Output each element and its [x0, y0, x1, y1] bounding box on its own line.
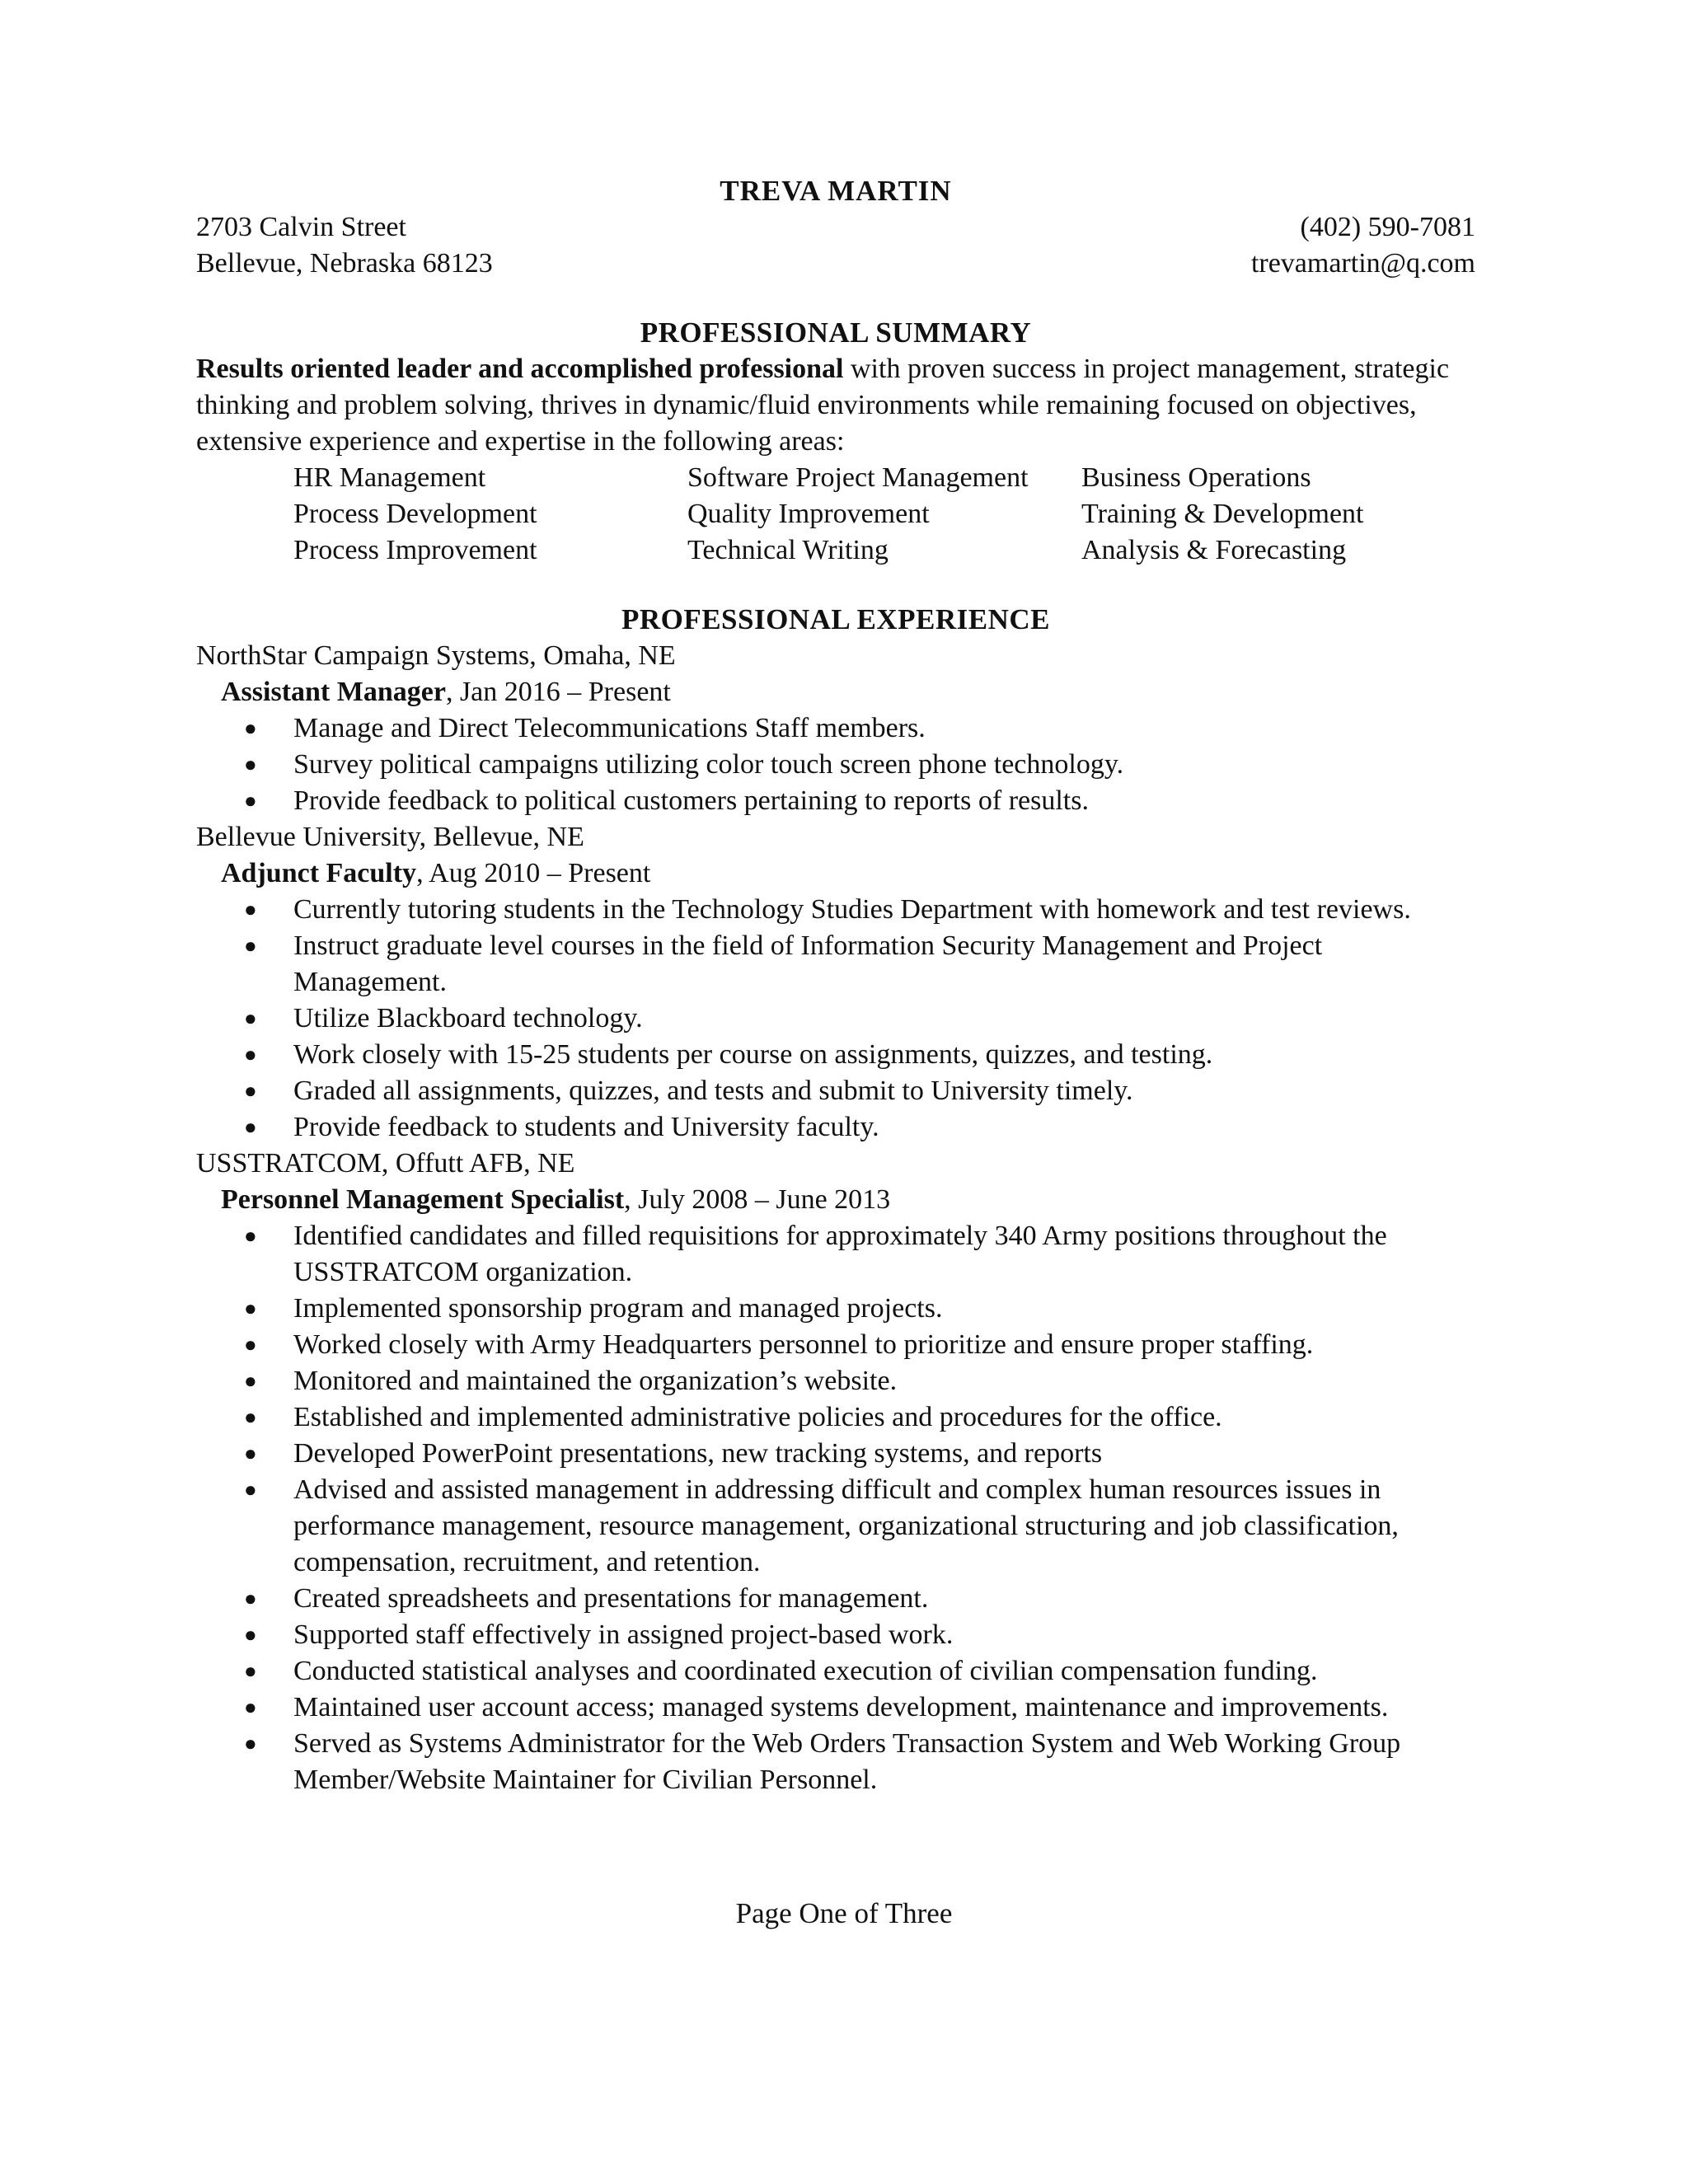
skill-item: Business Operations: [1081, 462, 1311, 493]
contact-row-2: [196, 246, 1475, 282]
bullet-icon: ●: [244, 1478, 257, 1502]
bullet-icon: ●: [244, 789, 257, 813]
phone-number: (402) 590-7081: [1300, 212, 1475, 242]
duty-item: [196, 1653, 1475, 1690]
experience-heading: PROFESSIONAL EXPERIENCE: [621, 603, 1051, 635]
bullet-icon: ●: [244, 716, 257, 740]
summary-text: with proven success in project management, strategic thinking and problem solving, thrives in dynamic/fluid environments while remaining focused on objectives, extensive experience and expertise in the following areas:: [196, 354, 1450, 457]
page-footer: Page One of Three: [735, 1897, 953, 1929]
bullet-icon: ●: [244, 1006, 257, 1030]
duty-text: Developed PowerPoint presentations, new tracking systems, and reports: [293, 1438, 1103, 1469]
skill-item: Technical Writing: [687, 535, 889, 565]
duty-text: Monitored and maintained the organization’s website.: [293, 1366, 898, 1396]
bullet-icon: ●: [244, 898, 257, 921]
duty-text: Work closely with 15-25 students per course on assignments, quizzes, and testing.: [293, 1039, 1213, 1070]
summary-section: [196, 351, 1475, 460]
duty-text: Survey political campaigns utilizing color touch screen phone technology.: [293, 749, 1124, 780]
job-entry: [196, 819, 1475, 1146]
spacer: [196, 282, 1475, 315]
contact-row-1: [196, 209, 1475, 246]
duty-item: [196, 1472, 1475, 1581]
duty-text: Currently tutoring students in the Technology Studies Department with homework and test reviews.: [293, 894, 1411, 925]
bullet-icon: ●: [244, 1659, 257, 1683]
bullet-icon: ●: [244, 1586, 257, 1610]
duty-item: [196, 1109, 1475, 1146]
summary-paragraph: [196, 351, 1475, 460]
duty-item: [196, 1073, 1475, 1109]
job-role: [221, 1182, 1475, 1218]
bullet-icon: ●: [244, 1441, 257, 1465]
duty-text: Utilize Blackboard technology.: [293, 1003, 643, 1033]
duty-item: [196, 1436, 1475, 1472]
bullet-icon: ●: [244, 1043, 257, 1066]
job-title: Personnel Management Specialist: [221, 1184, 625, 1215]
resume-body: [196, 173, 1475, 1798]
company-name: USSTRATCOM, Offutt AFB, NE: [196, 1148, 575, 1179]
job-dates: , Jan 2016 – Present: [445, 677, 671, 707]
duty-item: [196, 1218, 1475, 1291]
duty-item: [196, 1690, 1475, 1726]
duty-text: Supported staff effectively in assigned project-based work.: [293, 1619, 954, 1650]
skill-item: Training & Development: [1081, 499, 1364, 529]
job-duties: [196, 710, 1475, 819]
duty-text: Provide feedback to students and University faculty.: [293, 1112, 879, 1142]
duty-item: [196, 783, 1475, 819]
bullet-icon: ●: [244, 1115, 257, 1139]
bullet-icon: ●: [244, 1333, 257, 1357]
address-line-1: 2703 Calvin Street: [196, 212, 406, 242]
skill-item: Quality Improvement: [687, 499, 930, 529]
duty-item: [196, 1617, 1475, 1653]
bullet-icon: ●: [244, 1695, 257, 1719]
duty-text: Instruct graduate level courses in the field of Information Security Management and Project Management.: [293, 930, 1323, 997]
bullet-icon: ●: [244, 1224, 257, 1248]
skill-item: Analysis & Forecasting: [1081, 535, 1347, 565]
duty-text: Implemented sponsorship program and managed projects.: [293, 1293, 943, 1324]
duty-text: Served as Systems Administrator for the Web Orders Transaction System and Web Working Group Member/Website Maintainer for Civilian Personnel.: [293, 1728, 1401, 1795]
duty-item: [196, 1399, 1475, 1436]
duty-item: [196, 892, 1475, 928]
duty-text: Conducted statistical analyses and coordinated execution of civilian compensation funding.: [293, 1656, 1318, 1686]
address-line-2: Bellevue, Nebraska 68123: [196, 248, 493, 279]
company-name: NorthStar Campaign Systems, Omaha, NE: [196, 640, 676, 671]
duty-item: [196, 1037, 1475, 1073]
job-role: [221, 674, 1475, 710]
skill-item: Process Development: [293, 499, 537, 529]
duty-item: [196, 1291, 1475, 1327]
job-dates: , July 2008 – June 2013: [624, 1184, 891, 1215]
bullet-icon: ●: [244, 1732, 257, 1755]
duty-text: Created spreadsheets and presentations for management.: [293, 1583, 929, 1614]
job-entry: [196, 638, 1475, 819]
bullet-icon: ●: [244, 1623, 257, 1647]
job-title: Assistant Manager: [221, 677, 446, 707]
company-name: Bellevue University, Bellevue, NE: [196, 822, 584, 852]
skills-grid: [293, 460, 1475, 569]
skill-item: Process Improvement: [293, 535, 537, 565]
bullet-icon: ●: [244, 752, 257, 776]
job-dates: , Aug 2010 – Present: [416, 858, 651, 888]
duty-item: [196, 1001, 1475, 1037]
duty-text: Identified candidates and filled requisitions for approximately 340 Army positions throughout the USSTRATCOM organization.: [293, 1221, 1387, 1287]
job-role: [221, 855, 1475, 892]
email-address: trevamartin@q.com: [1250, 248, 1475, 279]
summary-lead: Results oriented leader and accomplished professional: [196, 354, 844, 384]
summary-heading: PROFESSIONAL SUMMARY: [640, 316, 1032, 349]
job-duties: [196, 1218, 1475, 1798]
duty-item: [196, 747, 1475, 783]
bullet-icon: ●: [244, 1369, 257, 1393]
duty-item: [196, 1363, 1475, 1399]
duty-item: [196, 1726, 1475, 1798]
skill-item: Software Project Management: [687, 462, 1029, 493]
job-duties: [196, 892, 1475, 1146]
duty-item: [196, 710, 1475, 747]
applicant-name: TREVA MARTIN: [720, 175, 952, 207]
skill-item: HR Management: [293, 462, 486, 493]
bullet-icon: ●: [244, 934, 257, 958]
job-title: Adjunct Faculty: [221, 858, 417, 888]
duty-text: Established and implemented administrative policies and procedures for the office.: [293, 1402, 1222, 1432]
spacer: [196, 569, 1475, 602]
duty-item: [196, 928, 1475, 1001]
duty-text: Advised and assisted management in addressing difficult and complex human resources issues in performance management, resource management, organizational structuring and job classification, compensation, recruitment, and retention.: [293, 1474, 1399, 1577]
duty-text: Manage and Direct Telecommunications Staff members.: [293, 713, 926, 743]
duty-text: Worked closely with Army Headquarters personnel to prioritize and ensure proper staffing.: [293, 1329, 1314, 1360]
bullet-icon: ●: [244, 1405, 257, 1429]
duty-text: Graded all assignments, quizzes, and tests and submit to University timely.: [293, 1076, 1133, 1106]
job-entry: [196, 1146, 1475, 1798]
bullet-icon: ●: [244, 1079, 257, 1103]
bullet-icon: ●: [244, 1296, 257, 1320]
duty-item: [196, 1327, 1475, 1363]
duty-text: Provide feedback to political customers pertaining to reports of results.: [293, 785, 1089, 816]
duty-text: Maintained user account access; managed systems development, maintenance and improvements.: [293, 1692, 1389, 1722]
duty-item: [196, 1581, 1475, 1617]
